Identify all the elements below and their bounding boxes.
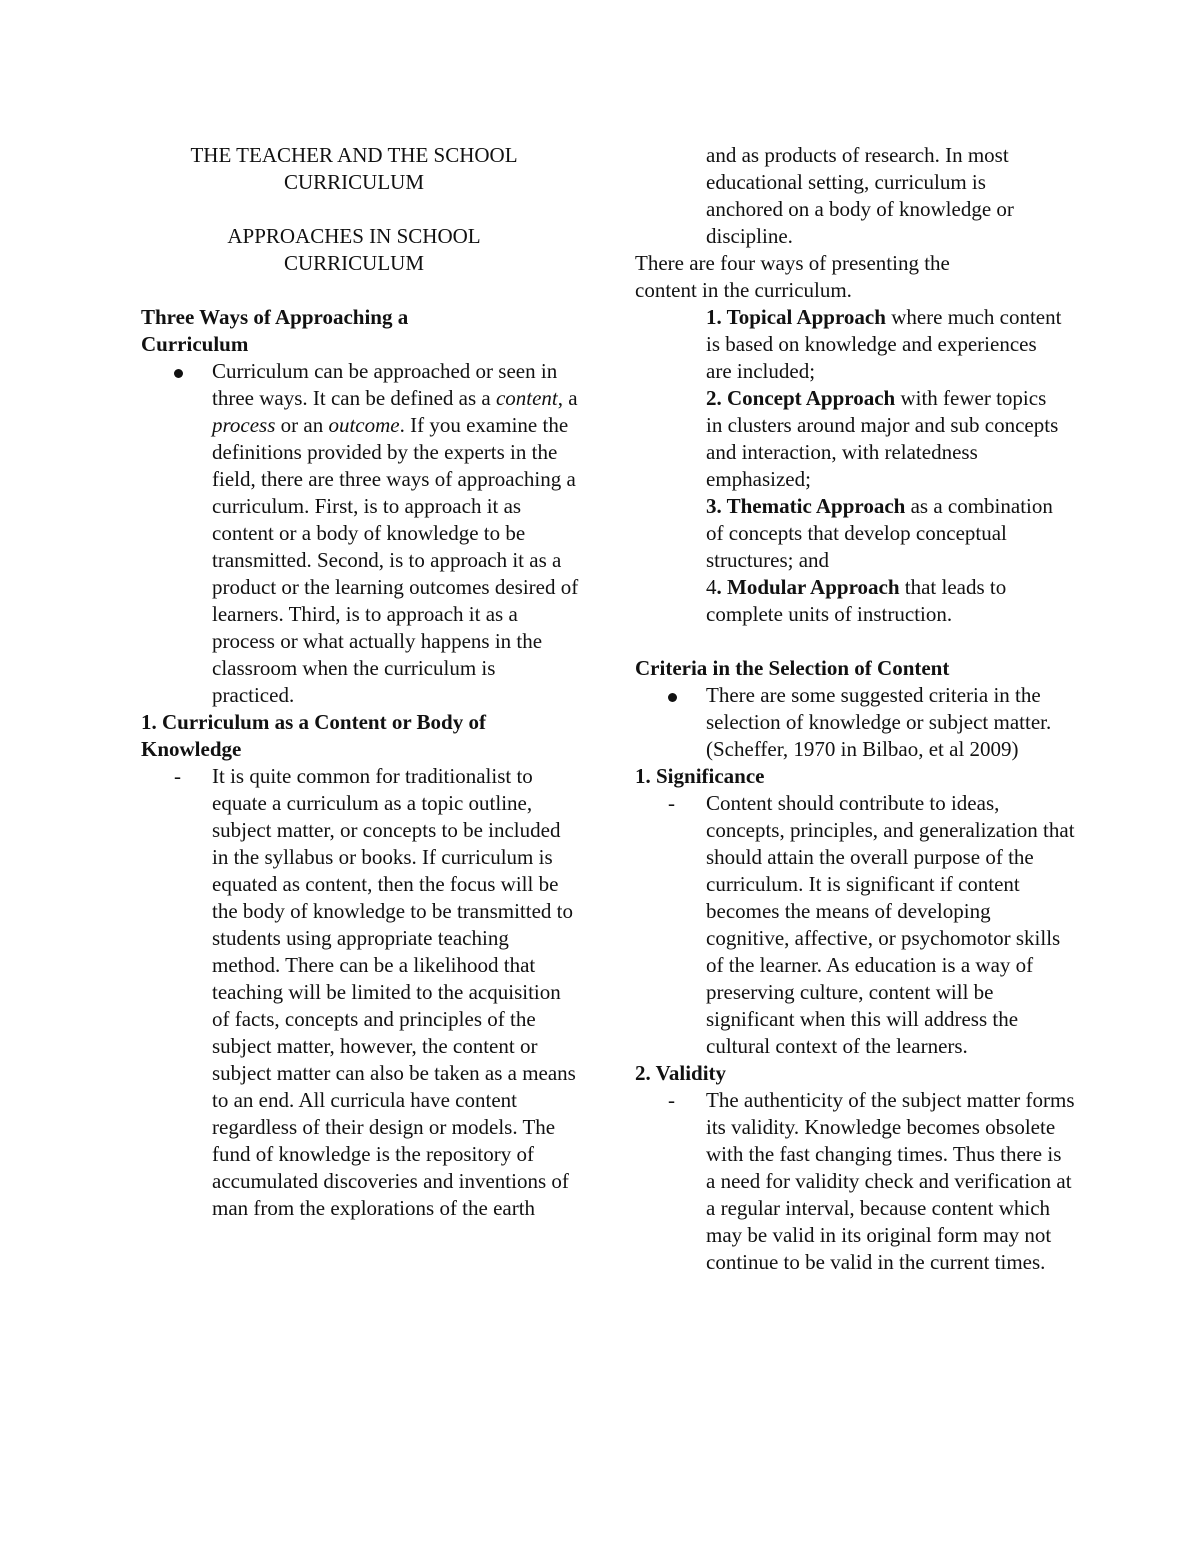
section1-heading: 1. Curriculum as a Content or Body of Knowledge bbox=[141, 710, 486, 761]
dash-marker: - bbox=[668, 791, 675, 815]
significance-heading: 1. Significance bbox=[635, 764, 765, 788]
left-column bbox=[141, 142, 581, 1222]
approach-item-thematic: 3. Thematic Approach as a combination of concepts that develop conceptual structures; and bbox=[706, 494, 1053, 572]
criteria-bullet-item bbox=[635, 682, 1075, 763]
ways-bullet-text: Curriculum can be approached or seen in three ways. It can be defined as a content, a process or an outcome. If you examine the definitions provided by the experts in the field, there are three ways of approaching a curriculum. First, is to approach it as content or a body of knowledge to be transmitted. Second, is to approach it as a product or the learning outcomes desired of learners. Third, is to approach it as a process or what actually happens in the classroom when the curriculum is practiced. bbox=[212, 359, 579, 707]
dash-marker: - bbox=[668, 1088, 675, 1112]
significance-dash-item bbox=[635, 790, 1075, 1060]
validity-heading: 2. Validity bbox=[635, 1061, 727, 1085]
section1-text: It is quite common for traditionalist to equate a curriculum as a topic outline, subject matter, or concepts to be included in the syllabus or books. If curriculum is equated as content, then the focus will be the body of knowledge to be transmitted to students using appropriate teaching method. There can be a likelihood that teaching will be limited to the acquisition of facts, concepts and principles of the subject matter, however, the content or subject matter can also be taken as a means to an end. All curricula have content regardless of their design or models. The fund of knowledge is the repository of accumulated discoveries and inventions of man from the explorations of the earth bbox=[212, 764, 576, 1220]
approach-item-concept: 2. Concept Approach with fewer topics in clusters around major and sub concepts and interaction, with relatedness emphasized; bbox=[706, 386, 1059, 491]
validity-dash-item bbox=[635, 1087, 1075, 1276]
section1-dash-item bbox=[141, 763, 581, 1222]
bullet-icon bbox=[635, 682, 706, 709]
dash-marker: - bbox=[174, 764, 181, 788]
approach-item-modular: 4. Modular Approach that leads to complete units of instruction. bbox=[706, 575, 1007, 626]
significance-text: Content should contribute to ideas, concepts, principles, and generalization that should attain the overall purpose of the curriculum. It is significant if content becomes the means of developing cognitive, affective, or psychomotor skills of the learner. As education is a way of preserving culture, content will be significant when this will address the cultural context of the learners. bbox=[706, 791, 1075, 1058]
validity-text: The authenticity of the subject matter forms its validity. Knowledge becomes obsolete with the fast changing times. Thus there is a need for validity check and verification at a regular interval, because content which may be valid in its original form may not continue to be valid in the current times. bbox=[706, 1088, 1075, 1274]
document-title: THE TEACHER AND THE SCHOOL CURRICULUM bbox=[190, 143, 518, 194]
continuation-text: and as products of research. In most educational setting, curriculum is anchored on a body of knowledge or discipline. bbox=[706, 143, 1014, 248]
four-ways-intro: There are four ways of presenting the content in the curriculum. bbox=[635, 251, 950, 302]
approach-item-topical: 1. Topical Approach where much content is based on knowledge and experiences are included; bbox=[706, 305, 1062, 383]
criteria-heading: Criteria in the Selection of Content bbox=[635, 656, 950, 680]
right-column bbox=[635, 142, 1075, 1276]
ways-bullet-item bbox=[141, 358, 581, 709]
bullet-icon bbox=[141, 358, 212, 385]
criteria-bullet-text: There are some suggested criteria in the selection of knowledge or subject matter. (Scheffer, 1970 in Bilbao, et al 2009) bbox=[706, 683, 1052, 761]
document-subtitle: APPROACHES IN SCHOOL CURRICULUM bbox=[227, 224, 481, 275]
ways-heading: Three Ways of Approaching a Curriculum bbox=[141, 305, 409, 356]
approaches-list bbox=[635, 304, 1066, 628]
